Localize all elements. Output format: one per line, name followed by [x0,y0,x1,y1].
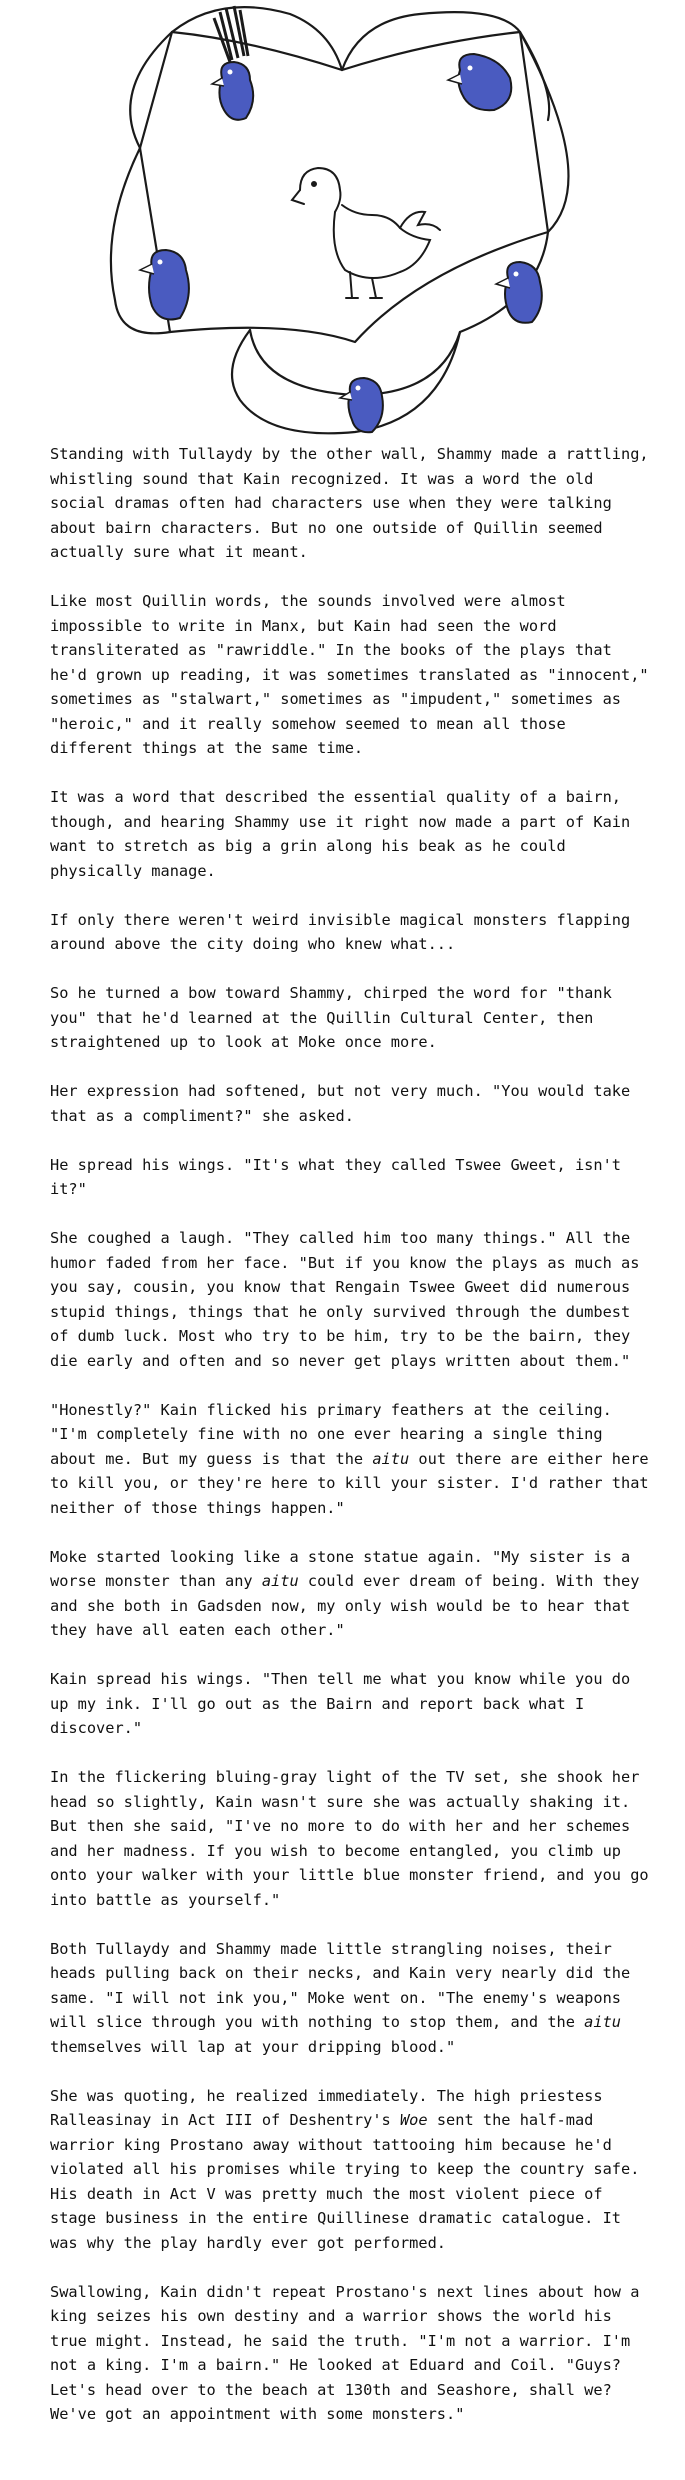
blue-bird-left-icon [140,250,189,320]
paragraph-text: If only there weren't weird invisible magical monsters flapping around above the city doing who knew what... [50,910,631,953]
story-paragraph [50,589,650,761]
paragraph-text: themselves will lap at your dripping blood." [50,2037,456,2056]
paragraph-text: Standing with Tullaydy by the other wall, Shammy made a rattling, whistling sound that Kain recognized. It was a word the old social dramas often had characters use when they were talking about bairn characters. But no one outside of Quillin seemed actually sure what it meant. [50,445,649,561]
paragraph-text: Moke started looking like a stone statue again. "My sister is a worse monster than any [50,1547,631,1590]
story-paragraph [50,1667,650,1741]
paragraph-text: could ever dream of being. With they and she both in Gadsden now, my only wish would be to hear that they have all eaten each other." [50,1572,640,1639]
paragraph-text: sent the half-mad warrior king Prostano away without tattooing him because he'd violated all his promises while trying to keep the country safe. His death in Act V was pretty much the most violent piece of stage business in the entire Quillinese dramatic catalogue. It was why the play hardly ever got performed. [50,2111,640,2252]
story-paragraph [50,1226,650,1373]
italic-term: aitu [372,1449,410,1468]
story-text [50,442,650,2451]
italic-term: aitu [584,2013,621,2031]
paragraph-text: She was quoting, he realized immediately. The high priestess Ralleasinay in Act III of Deshentry's [50,2086,603,2129]
story-paragraph [50,908,650,957]
central-bird-icon [292,168,440,298]
paragraph-text: Both Tullaydy and Shammy made little strangling noises, their heads pulling back on their necks, and Kain very nearly did the same. "I will not ink you," Moke went on. "The enemy's weapons will slice through you with nothing to stop them, and the [50,1939,631,2031]
paragraph-text: Swallowing, Kain didn't repeat Prostano's next lines about how a king seizes his own destiny and a warrior shows the world his true might. Instead, he said the truth. "I'm not a warrior. I'm not a king. I'm a bairn." He looked at Eduard and Coil. "Guys? Let's head over to the beach at 130th and Seashore, shall we? We've got an appointment with some monsters." [50,2282,640,2423]
petal-top-right [342,12,549,120]
paragraph-text: Her expression had softened, but not very much. "You would take that as a compliment?" she asked. [50,1082,631,1125]
italic-term: aitu [261,1572,299,1590]
bird-flower-illustration [0,0,685,445]
paragraph-text: She coughed a laugh. "They called him too many things." All the humor faded from her face. "But if you know the plays as much as you say, cousin, you know that Rengain Tswee Gweet did numerous stupid things, things that he only survived through the dumbest of dumb luck. Most who try to be him, try to be the bairn, they die early and often and so never get plays written about them." [50,1229,640,1370]
story-paragraph [50,1937,650,2060]
blue-bird-bottom-icon [340,378,383,432]
story-paragraph [50,2280,650,2427]
story-paragraph [50,981,650,1055]
story-paragraph [50,1398,650,1521]
story-paragraph [50,1079,650,1128]
italic-term: Woe [399,2111,428,2129]
paragraph-text: Like most Quillin words, the sounds involved were almost impossible to write in Manx, but Kain had seen the word transliterated as "rawriddle." In the books of the plays that he'd grown up reading, it was sometimes translated as "innocent," sometimes as "stalwart," sometimes as "impudent," sometimes as "heroic," and it really somehow seemed to mean all those different things at the same time. [50,592,649,757]
story-paragraph [50,1153,650,1202]
paragraph-text: He spread his wings. "It's what they called Tswee Gweet, isn't it?" [50,1155,621,1198]
blue-bird-top-left-icon [212,6,253,120]
paragraph-text: out there are either here to kill you, or they're here to kill your sister. I'd rather that neither of those things happen." [50,1449,649,1517]
paragraph-text: It was a word that described the essential quality of a bairn, though, and hearing Shammy use it right now made a part of Kain want to stretch as big a grin along his beak as he could physically manage. [50,788,631,880]
paragraph-text: "Honestly?" Kain flicked his primary feathers at the ceiling. "I'm completely fine with no one ever hearing a single thing about me. But my guess is that the [50,1400,612,1468]
paragraph-text: So he turned a bow toward Shammy, chirped the word for "thank you" that he'd learned at the Quillin Cultural Center, then straightened up to look at Moke once more. [50,984,612,1051]
petal-top-left [172,7,342,70]
story-paragraph [50,2084,650,2256]
blue-bird-top-right-icon [448,54,511,110]
story-paragraph [50,442,650,565]
story-paragraph [50,1545,650,1643]
story-paragraph [50,785,650,883]
petal-bottom [232,330,460,433]
blue-bird-right-icon [496,262,542,323]
story-paragraph [50,1765,650,1912]
paragraph-text: Kain spread his wings. "Then tell me what you know while you do up my ink. I'll go out as the Bairn and report back what I discover." [50,1670,631,1737]
paragraph-text: In the flickering bluing-gray light of the TV set, she shook her head so slightly, Kain wasn't sure she was actually shaking it. But then she said, "I've no more to do with her and her schemes and her madness. If you wish to become entangled, you climb up onto your walker with your little blue monster friend, and you go into battle as yourself." [50,1768,649,1909]
